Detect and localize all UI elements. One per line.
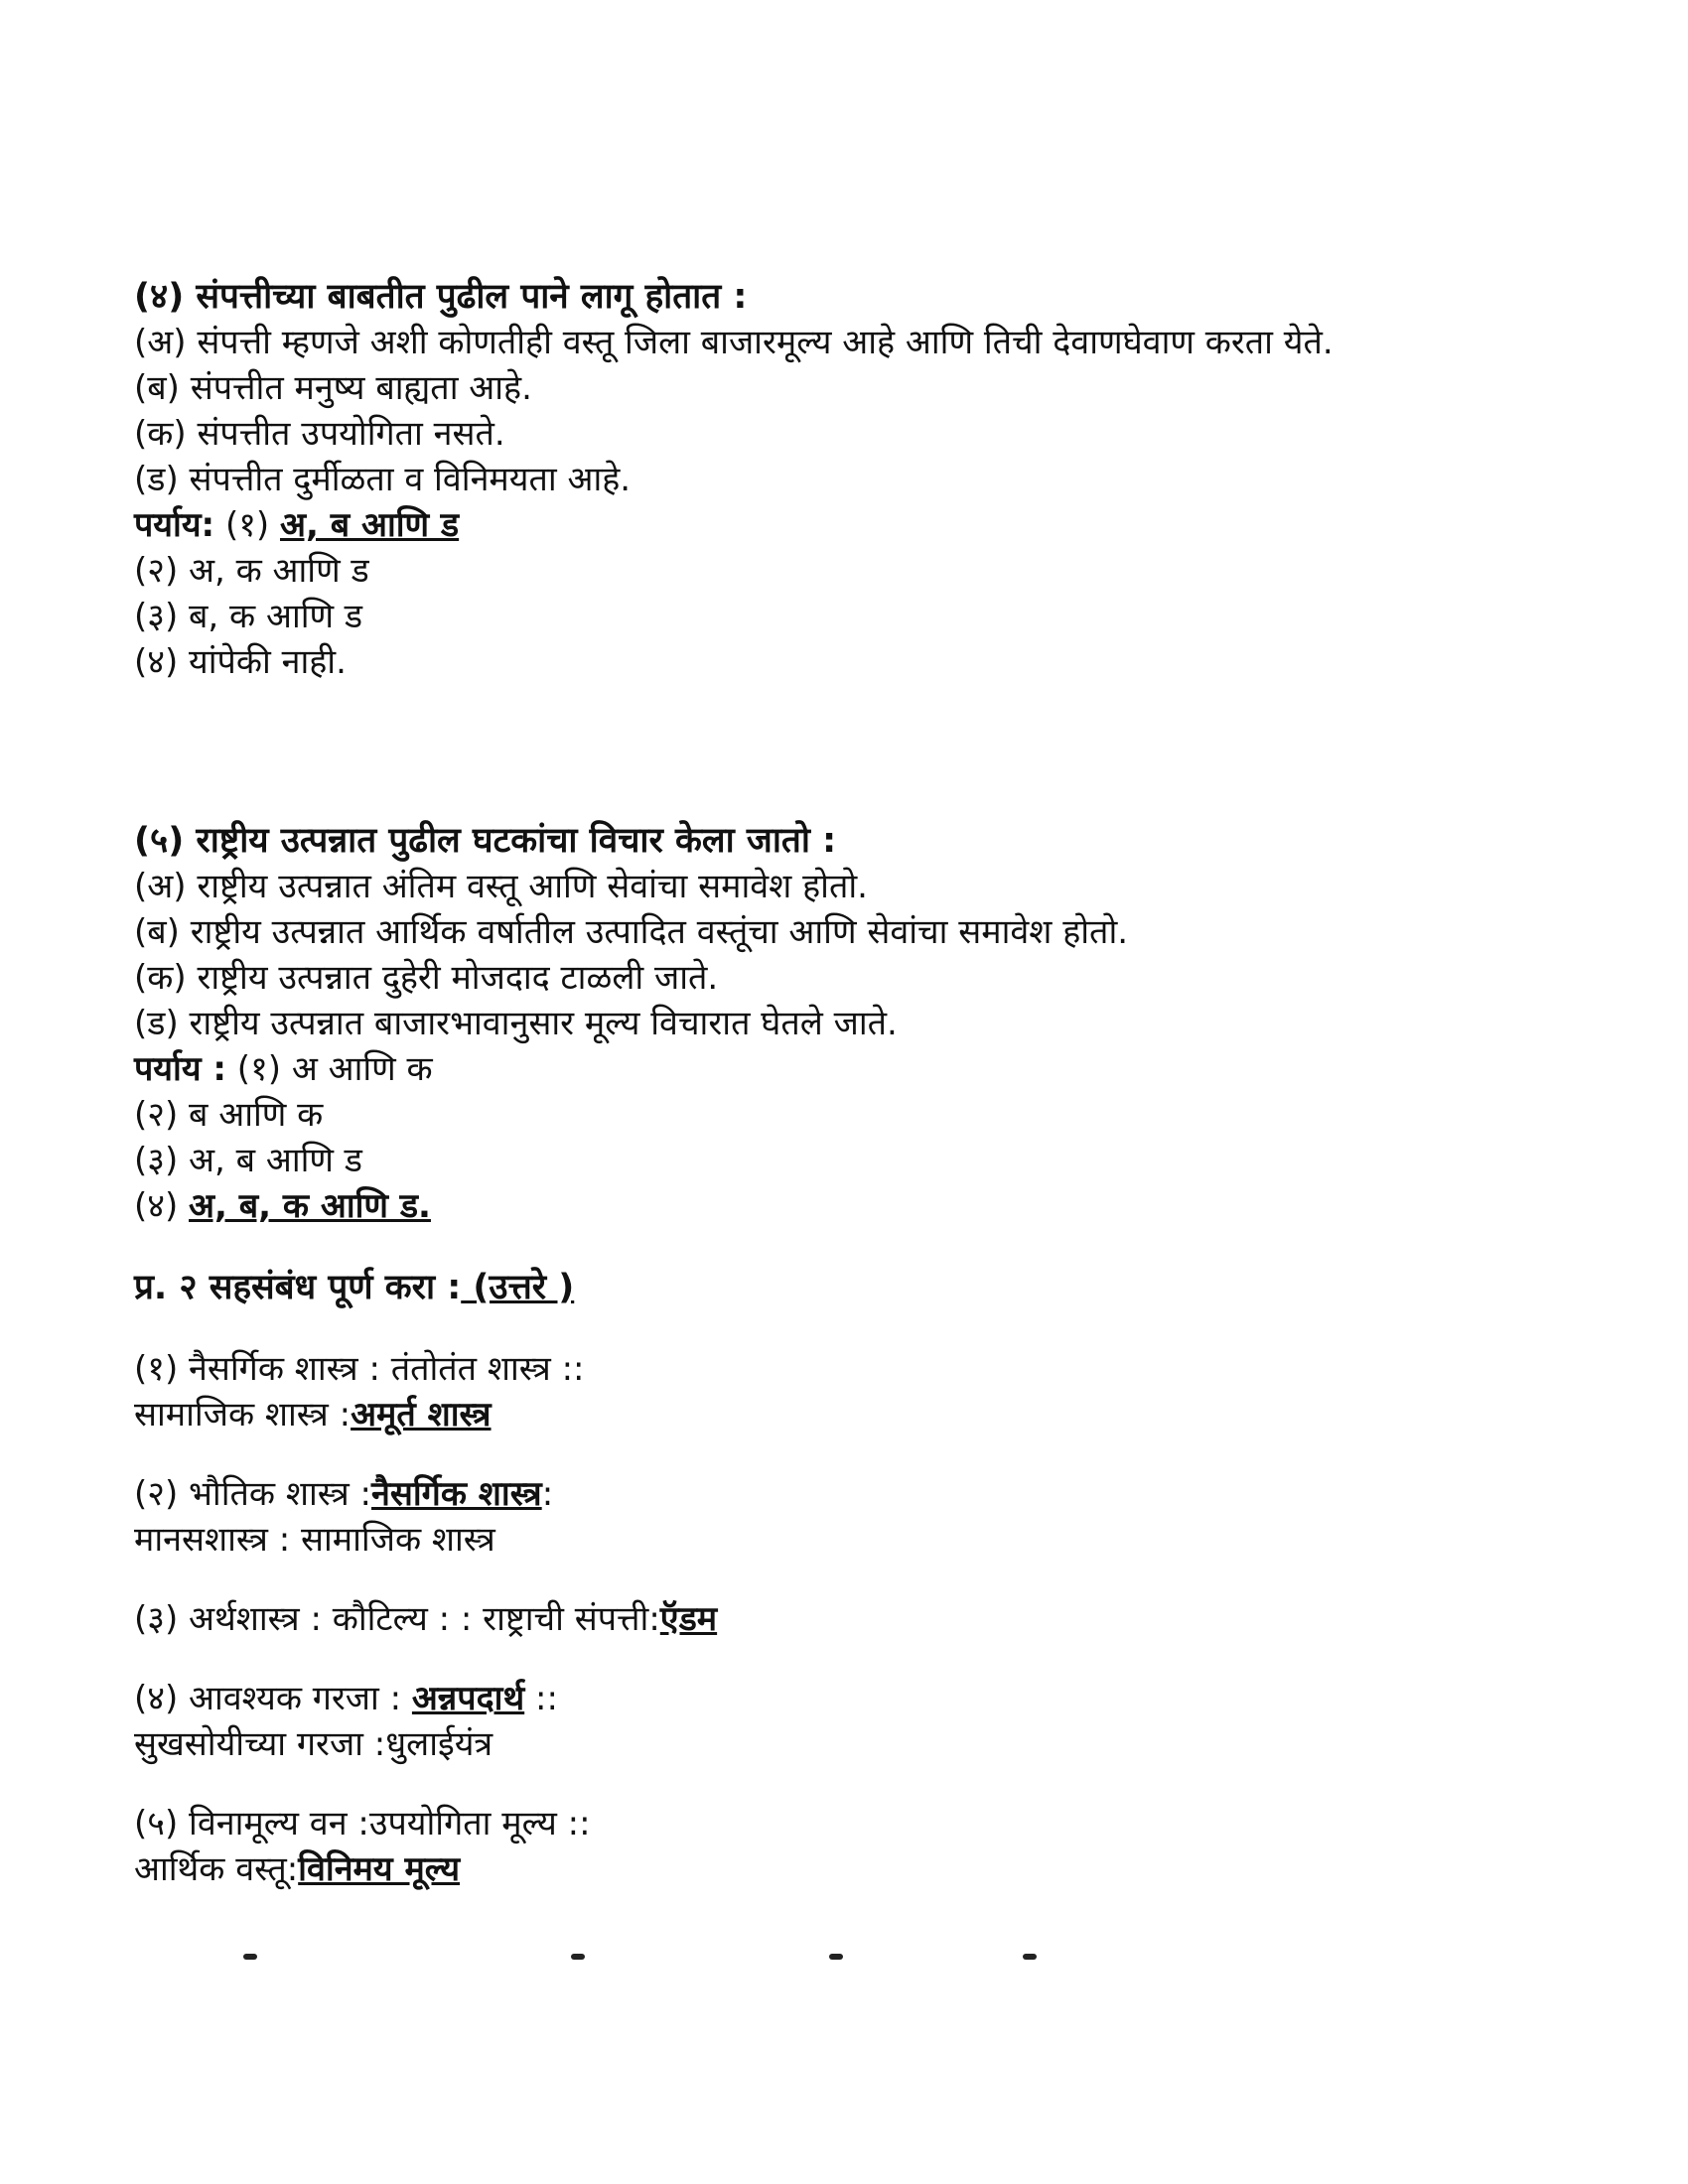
cut-off-text-line <box>134 1954 1127 1974</box>
relation-1-line-1: (१) नैसर्गिक शास्त्र : तंतोतंत शास्त्र :: <box>134 1349 585 1389</box>
q4-option-1 <box>134 502 1604 548</box>
relation-2-prefix: (२) भौतिक शास्त्र : <box>134 1474 372 1514</box>
relation-3-answer: ऍडम <box>659 1599 718 1639</box>
q5-option-4 <box>134 1183 1604 1229</box>
section-spacer <box>134 1229 1604 1265</box>
relation-4-answer: अन्नपदार्थ <box>411 1679 525 1718</box>
relation-2 <box>134 1471 1604 1563</box>
relation-3-prefix: (३) अर्थशास्त्र : कौटिल्य : : राष्ट्राची संपत्ती: <box>134 1599 660 1639</box>
q4-statement-a: (अ) संपत्ती म्हणजे अशी कोणतीही वस्तू जिला बाजारमूल्य आहे आणि तिची देवाणघेवाण करता येते. <box>134 323 1334 362</box>
relation-4-prefix: (४) आवश्यक गरजा : <box>134 1679 412 1718</box>
q4-correct-answer: अ, ब आणि ड <box>279 505 460 545</box>
q5-statement-a: (अ) राष्ट्रीय उत्पन्नात अंतिम वस्तू आणि सेवांचा समावेश होतो. <box>134 867 868 906</box>
relation-5-line-2 <box>134 1846 1604 1892</box>
relation-2-line-1 <box>134 1471 1604 1517</box>
q5-option-3: (३) अ, ब आणि ड <box>134 1141 362 1180</box>
relation-4-suffix: :: <box>524 1679 558 1718</box>
q4-statement-b: (ब) संपत्तीत मनुष्य बाह्यता आहे. <box>134 368 532 408</box>
q5-statement-c: (क) राष्ट्रीय उत्पन्नात दुहेरी मोजदाद टाळली जाते. <box>134 958 719 998</box>
q4-option-3: (३) ब, क आणि ड <box>134 597 363 636</box>
q4-options-label: पर्याय: <box>134 505 215 545</box>
q4-statement-d: (ड) संपत्तीत दुर्मीळता व विनिमयता आहे. <box>134 460 632 499</box>
q5-statement-b: (ब) राष्ट्रीय उत्पन्नात आर्थिक वर्षातील उत्पादित वस्तूंचा आणि सेवांचा समावेश होतो. <box>134 912 1129 952</box>
p2-heading-answers: (उत्तरे ) <box>461 1268 575 1307</box>
q5-heading: (५) राष्ट्रीय उत्पन्नात पुढील घटकांचा विचार केला जातो : <box>134 821 837 861</box>
q4-statement-c: (क) संपत्तीत उपयोगिता नसते. <box>134 414 505 454</box>
q5-options-label: पर्याय : <box>134 1049 226 1089</box>
relation-4-line-2: सुखसोयीच्या गरजा :धुलाईयंत्र <box>134 1724 493 1764</box>
relation-1-prefix: सामाजिक शास्त्र : <box>134 1395 352 1434</box>
relation-1-line-2 <box>134 1392 1604 1437</box>
q5-correct-answer: अ, ब, क आणि ड. <box>189 1186 431 1226</box>
p2-heading-text: प्र. २ सहसंबंध पूर्ण करा : <box>134 1268 462 1307</box>
q4-option-1-num: (१) <box>214 505 280 545</box>
q5-option-1-text: (१) अ आणि क <box>226 1049 433 1089</box>
section-spacer <box>134 685 1604 818</box>
q4-heading: (४) संपत्तीच्या बाबतीत पुढील पाने लागू होतात : <box>134 277 748 317</box>
q4-option-4: (४) यांपेकी नाही. <box>134 642 347 682</box>
relation-2-suffix: : <box>541 1474 554 1514</box>
relation-1-answer: अमूर्त शास्त्र <box>351 1395 492 1434</box>
q5-option-2: (२) ब आणि क <box>134 1095 324 1135</box>
relation-2-answer: नैसर्गिक शास्त्र <box>371 1474 542 1514</box>
section-spacer <box>134 1310 1604 1346</box>
document-page <box>134 274 1604 1926</box>
relation-2-line-2: मानसशास्त्र : सामाजिक शास्त्र <box>134 1520 495 1560</box>
relation-4-line-1 <box>134 1676 1604 1721</box>
p2-heading <box>134 1265 1604 1310</box>
relation-5-prefix: आर्थिक वस्तू: <box>134 1849 299 1889</box>
relation-1 <box>134 1346 1604 1437</box>
relation-4 <box>134 1676 1604 1767</box>
relation-3-line-1 <box>134 1596 1604 1642</box>
relation-5-line-1: (५) विनामूल्य वन :उपयोगिता मूल्य :: <box>134 1804 591 1843</box>
q5-statement-d: (ड) राष्ट्रीय उत्पन्नात बाजारभावानुसार मूल्य विचारात घेतले जाते. <box>134 1004 898 1043</box>
relation-5 <box>134 1801 1604 1892</box>
q5-option-4-num: (४) <box>134 1186 190 1226</box>
relation-3 <box>134 1596 1604 1642</box>
q4-option-2: (२) अ, क आणि ड <box>134 551 369 591</box>
q5-option-1 <box>134 1046 1604 1092</box>
relation-5-answer: विनिमय मूल्य <box>298 1849 461 1889</box>
